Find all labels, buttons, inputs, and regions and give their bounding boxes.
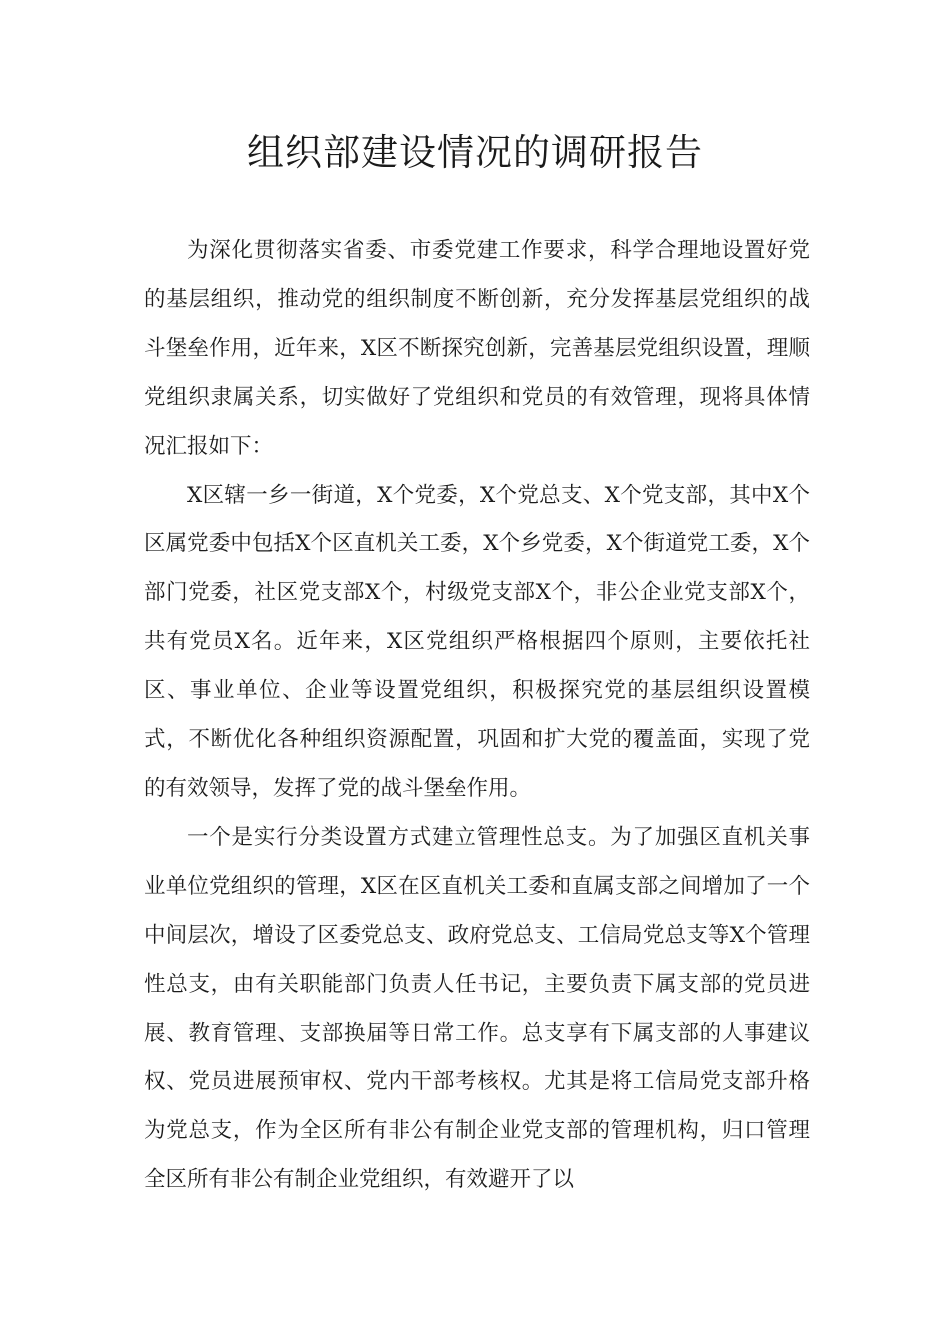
paragraph-management-branch: 一个是实行分类设置方式建立管理性总支。为了加强区直机关事业单位党组织的管理，X区在区直机关工委和直属支部之间增加了一个中间层次，增设了区委党总支、政府党总支、工信局党总支等X个管理性总支，由有关职能部门负责人任书记，主要负责下属支部的党员进展、教育管理、支部换届等日常工作。总支享有下属支部的人事建议权、党员进展预审权、党内干部考核权。尤其是将工信局党支部升格为党总支，作为全区所有非公有制企业党支部的管理机构，归口管理全区所有非公有制企业党组织，有效避开了以 <box>144 824 810 1193</box>
paragraph-overview: X区辖一乡一街道，X个党委，X个党总支、X个党支部，其中X个区属党委中包括X个区直机关工委，X个乡党委，X个街道党工委，X个部门党委，社区党支部X个，村级党支部X个，非公企业党支部X个，共有党员X名。近年来，X区党组织严格根据四个原则，主要依托社区、事业单位、企业等设置党组织，积极探究党的基层组织设置模式，不断优化各种组织资源配置，巩固和扩大党的覆盖面，实现了党的有效领导，发挥了党的战斗堡垒作用。 <box>144 482 810 801</box>
document-body <box>144 227 810 1205</box>
paragraph-intro: 为深化贯彻落实省委、市委党建工作要求，科学合理地设置好党的基层组织，推动党的组织制度不断创新，充分发挥基层党组织的战斗堡垒作用，近年来，X区不断探究创新，完善基层党组织设置，理顺党组织隶属关系，切实做好了党组织和党员的有效管理，现将具体情况汇报如下： <box>144 238 810 459</box>
document-title: 组织部建设情况的调研报告 <box>247 131 703 174</box>
